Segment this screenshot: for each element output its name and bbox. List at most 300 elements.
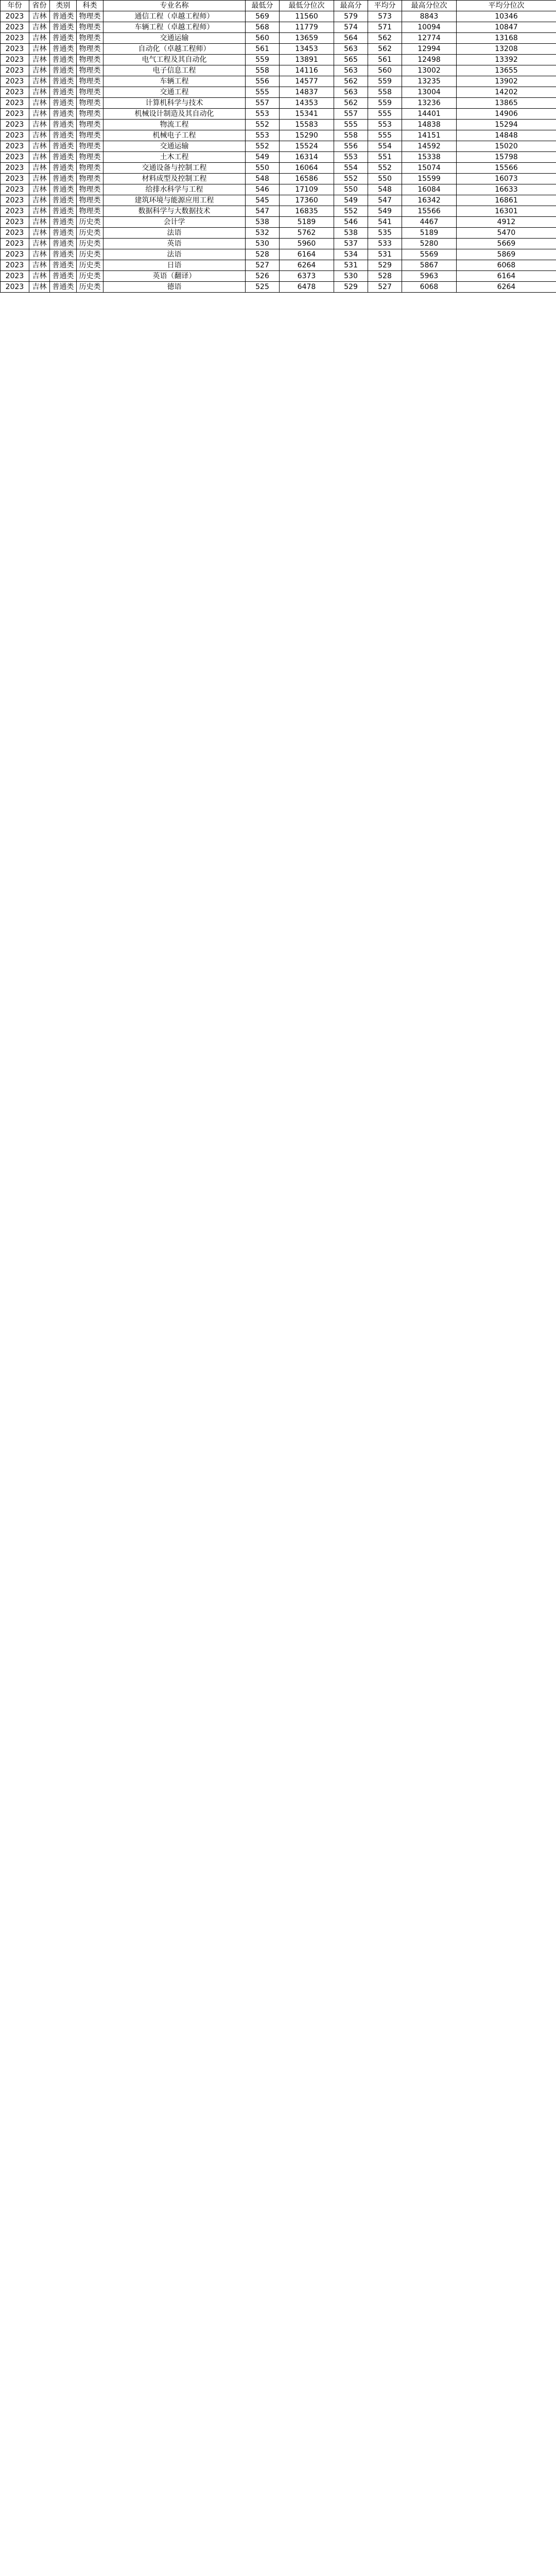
min-rank-cell: 11779 xyxy=(280,22,334,33)
min-rank-cell: 15341 xyxy=(280,109,334,120)
table-row xyxy=(1,217,556,228)
min-score-cell: 545 xyxy=(246,195,280,206)
avg-rank-cell: 14848 xyxy=(457,130,556,141)
subject-cell: 物理类 xyxy=(77,141,103,152)
avg-score-cell: 533 xyxy=(368,239,402,249)
max-score-cell: 558 xyxy=(334,130,368,141)
major-cell: 物流工程 xyxy=(103,120,246,130)
avg-score-cell: 573 xyxy=(368,11,402,22)
province-cell: 吉林 xyxy=(29,22,50,33)
avg-rank-cell: 13655 xyxy=(457,65,556,76)
max-rank-cell: 16084 xyxy=(402,184,457,195)
category-cell: 普通类 xyxy=(50,22,77,33)
subject-cell: 物理类 xyxy=(77,22,103,33)
max-score-cell: 556 xyxy=(334,141,368,152)
category-cell: 普通类 xyxy=(50,76,77,87)
category-cell: 普通类 xyxy=(50,184,77,195)
avg-score-cell: 559 xyxy=(368,76,402,87)
column-header-min-rank: 最低分位次 xyxy=(280,1,334,11)
max-rank-cell: 15599 xyxy=(402,174,457,184)
min-score-cell: 560 xyxy=(246,33,280,44)
table-row xyxy=(1,109,556,120)
province-cell: 吉林 xyxy=(29,152,50,163)
major-cell: 日语 xyxy=(103,260,246,271)
major-cell: 交通设备与控制工程 xyxy=(103,163,246,174)
max-score-cell: 562 xyxy=(334,76,368,87)
avg-rank-cell: 15020 xyxy=(457,141,556,152)
category-cell: 普通类 xyxy=(50,120,77,130)
min-rank-cell: 5189 xyxy=(280,217,334,228)
min-rank-cell: 6373 xyxy=(280,271,334,282)
subject-cell: 历史类 xyxy=(77,249,103,260)
major-cell: 德语 xyxy=(103,282,246,293)
year-cell: 2023 xyxy=(1,11,29,22)
category-cell: 普通类 xyxy=(50,260,77,271)
max-rank-cell: 5280 xyxy=(402,239,457,249)
province-cell: 吉林 xyxy=(29,195,50,206)
max-score-cell: 552 xyxy=(334,206,368,217)
min-score-cell: 553 xyxy=(246,109,280,120)
avg-rank-cell: 15798 xyxy=(457,152,556,163)
min-score-cell: 552 xyxy=(246,141,280,152)
province-cell: 吉林 xyxy=(29,206,50,217)
subject-cell: 物理类 xyxy=(77,109,103,120)
province-cell: 吉林 xyxy=(29,228,50,239)
major-cell: 车辆工程 xyxy=(103,76,246,87)
max-rank-cell: 15074 xyxy=(402,163,457,174)
category-cell: 普通类 xyxy=(50,87,77,98)
min-rank-cell: 14577 xyxy=(280,76,334,87)
year-cell: 2023 xyxy=(1,260,29,271)
min-score-cell: 558 xyxy=(246,65,280,76)
major-cell: 通信工程（卓越工程师） xyxy=(103,11,246,22)
category-cell: 普通类 xyxy=(50,141,77,152)
max-rank-cell: 6068 xyxy=(402,282,457,293)
max-rank-cell: 16342 xyxy=(402,195,457,206)
column-header-max-rank: 最高分位次 xyxy=(402,1,457,11)
major-cell: 英语（翻译） xyxy=(103,271,246,282)
subject-cell: 物理类 xyxy=(77,65,103,76)
max-score-cell: 563 xyxy=(334,87,368,98)
category-cell: 普通类 xyxy=(50,217,77,228)
year-cell: 2023 xyxy=(1,33,29,44)
category-cell: 普通类 xyxy=(50,206,77,217)
max-rank-cell: 10094 xyxy=(402,22,457,33)
province-cell: 吉林 xyxy=(29,11,50,22)
avg-score-cell: 528 xyxy=(368,271,402,282)
category-cell: 普通类 xyxy=(50,109,77,120)
min-score-cell: 559 xyxy=(246,55,280,65)
avg-rank-cell: 6068 xyxy=(457,260,556,271)
table-row xyxy=(1,55,556,65)
min-score-cell: 525 xyxy=(246,282,280,293)
avg-rank-cell: 15294 xyxy=(457,120,556,130)
subject-cell: 物理类 xyxy=(77,44,103,55)
major-cell: 计算机科学与技术 xyxy=(103,98,246,109)
province-cell: 吉林 xyxy=(29,141,50,152)
max-rank-cell: 14151 xyxy=(402,130,457,141)
max-score-cell: 531 xyxy=(334,260,368,271)
province-cell: 吉林 xyxy=(29,33,50,44)
min-rank-cell: 15290 xyxy=(280,130,334,141)
max-score-cell: 538 xyxy=(334,228,368,239)
max-score-cell: 563 xyxy=(334,44,368,55)
score-table-sheet xyxy=(0,0,556,293)
province-cell: 吉林 xyxy=(29,44,50,55)
major-cell: 会计学 xyxy=(103,217,246,228)
category-cell: 普通类 xyxy=(50,11,77,22)
subject-cell: 物理类 xyxy=(77,195,103,206)
min-rank-cell: 6478 xyxy=(280,282,334,293)
max-rank-cell: 13002 xyxy=(402,65,457,76)
province-cell: 吉林 xyxy=(29,55,50,65)
category-cell: 普通类 xyxy=(50,44,77,55)
max-score-cell: 564 xyxy=(334,33,368,44)
province-cell: 吉林 xyxy=(29,109,50,120)
major-cell: 交通运输 xyxy=(103,33,246,44)
province-cell: 吉林 xyxy=(29,260,50,271)
table-row xyxy=(1,22,556,33)
year-cell: 2023 xyxy=(1,76,29,87)
max-rank-cell: 8843 xyxy=(402,11,457,22)
avg-score-cell: 554 xyxy=(368,141,402,152)
max-rank-cell: 5569 xyxy=(402,249,457,260)
avg-rank-cell: 4912 xyxy=(457,217,556,228)
subject-cell: 物理类 xyxy=(77,55,103,65)
category-cell: 普通类 xyxy=(50,195,77,206)
year-cell: 2023 xyxy=(1,239,29,249)
year-cell: 2023 xyxy=(1,141,29,152)
avg-rank-cell: 15566 xyxy=(457,163,556,174)
category-cell: 普通类 xyxy=(50,65,77,76)
subject-cell: 物理类 xyxy=(77,11,103,22)
avg-rank-cell: 13208 xyxy=(457,44,556,55)
max-score-cell: 565 xyxy=(334,55,368,65)
column-header-year: 年份 xyxy=(1,1,29,11)
subject-cell: 历史类 xyxy=(77,217,103,228)
avg-score-cell: 531 xyxy=(368,249,402,260)
avg-rank-cell: 6164 xyxy=(457,271,556,282)
avg-score-cell: 560 xyxy=(368,65,402,76)
year-cell: 2023 xyxy=(1,120,29,130)
subject-cell: 历史类 xyxy=(77,239,103,249)
min-rank-cell: 11560 xyxy=(280,11,334,22)
province-cell: 吉林 xyxy=(29,76,50,87)
category-cell: 普通类 xyxy=(50,271,77,282)
min-score-cell: 548 xyxy=(246,174,280,184)
avg-rank-cell: 13902 xyxy=(457,76,556,87)
table-row xyxy=(1,260,556,271)
avg-score-cell: 555 xyxy=(368,109,402,120)
table-row xyxy=(1,206,556,217)
min-score-cell: 561 xyxy=(246,44,280,55)
year-cell: 2023 xyxy=(1,184,29,195)
major-cell: 交通工程 xyxy=(103,87,246,98)
subject-cell: 历史类 xyxy=(77,271,103,282)
major-cell: 建筑环境与能源应用工程 xyxy=(103,195,246,206)
subject-cell: 物理类 xyxy=(77,163,103,174)
max-score-cell: 534 xyxy=(334,249,368,260)
avg-score-cell: 562 xyxy=(368,44,402,55)
min-score-cell: 547 xyxy=(246,206,280,217)
max-rank-cell: 5189 xyxy=(402,228,457,239)
min-score-cell: 552 xyxy=(246,120,280,130)
max-score-cell: 579 xyxy=(334,11,368,22)
subject-cell: 物理类 xyxy=(77,87,103,98)
avg-score-cell: 547 xyxy=(368,195,402,206)
category-cell: 普通类 xyxy=(50,249,77,260)
max-rank-cell: 15338 xyxy=(402,152,457,163)
table-row xyxy=(1,195,556,206)
max-rank-cell: 14401 xyxy=(402,109,457,120)
avg-score-cell: 541 xyxy=(368,217,402,228)
avg-score-cell: 558 xyxy=(368,87,402,98)
min-rank-cell: 15583 xyxy=(280,120,334,130)
min-rank-cell: 5960 xyxy=(280,239,334,249)
avg-score-cell: 571 xyxy=(368,22,402,33)
province-cell: 吉林 xyxy=(29,249,50,260)
min-score-cell: 530 xyxy=(246,239,280,249)
avg-score-cell: 548 xyxy=(368,184,402,195)
year-cell: 2023 xyxy=(1,271,29,282)
subject-cell: 物理类 xyxy=(77,152,103,163)
avg-rank-cell: 16861 xyxy=(457,195,556,206)
min-rank-cell: 17360 xyxy=(280,195,334,206)
table-row xyxy=(1,98,556,109)
avg-rank-cell: 5669 xyxy=(457,239,556,249)
category-cell: 普通类 xyxy=(50,33,77,44)
min-rank-cell: 14353 xyxy=(280,98,334,109)
major-cell: 车辆工程（卓越工程师） xyxy=(103,22,246,33)
major-cell: 土木工程 xyxy=(103,152,246,163)
max-score-cell: 549 xyxy=(334,195,368,206)
table-row xyxy=(1,141,556,152)
category-cell: 普通类 xyxy=(50,98,77,109)
major-cell: 自动化（卓越工程师） xyxy=(103,44,246,55)
major-cell: 法语 xyxy=(103,228,246,239)
year-cell: 2023 xyxy=(1,249,29,260)
avg-score-cell: 553 xyxy=(368,120,402,130)
table-row xyxy=(1,249,556,260)
table-row xyxy=(1,120,556,130)
max-rank-cell: 12498 xyxy=(402,55,457,65)
max-rank-cell: 5963 xyxy=(402,271,457,282)
column-header-subject: 科类 xyxy=(77,1,103,11)
province-cell: 吉林 xyxy=(29,282,50,293)
table-row xyxy=(1,163,556,174)
major-cell: 给排水科学与工程 xyxy=(103,184,246,195)
admission-score-table xyxy=(0,0,556,293)
major-cell: 电子信息工程 xyxy=(103,65,246,76)
year-cell: 2023 xyxy=(1,228,29,239)
avg-score-cell: 552 xyxy=(368,163,402,174)
avg-rank-cell: 13168 xyxy=(457,33,556,44)
avg-rank-cell: 16633 xyxy=(457,184,556,195)
avg-rank-cell: 6264 xyxy=(457,282,556,293)
subject-cell: 物理类 xyxy=(77,33,103,44)
min-score-cell: 568 xyxy=(246,22,280,33)
province-cell: 吉林 xyxy=(29,120,50,130)
min-score-cell: 528 xyxy=(246,249,280,260)
min-score-cell: 550 xyxy=(246,163,280,174)
max-rank-cell: 13235 xyxy=(402,76,457,87)
table-row xyxy=(1,239,556,249)
min-score-cell: 546 xyxy=(246,184,280,195)
category-cell: 普通类 xyxy=(50,174,77,184)
max-score-cell: 537 xyxy=(334,239,368,249)
table-row xyxy=(1,228,556,239)
province-cell: 吉林 xyxy=(29,65,50,76)
min-score-cell: 569 xyxy=(246,11,280,22)
category-cell: 普通类 xyxy=(50,152,77,163)
category-cell: 普通类 xyxy=(50,228,77,239)
avg-rank-cell: 14906 xyxy=(457,109,556,120)
table-row xyxy=(1,174,556,184)
min-rank-cell: 17109 xyxy=(280,184,334,195)
province-cell: 吉林 xyxy=(29,217,50,228)
year-cell: 2023 xyxy=(1,282,29,293)
subject-cell: 物理类 xyxy=(77,76,103,87)
max-rank-cell: 13236 xyxy=(402,98,457,109)
province-cell: 吉林 xyxy=(29,130,50,141)
avg-score-cell: 535 xyxy=(368,228,402,239)
major-cell: 法语 xyxy=(103,249,246,260)
year-cell: 2023 xyxy=(1,22,29,33)
avg-score-cell: 562 xyxy=(368,33,402,44)
max-rank-cell: 14838 xyxy=(402,120,457,130)
category-cell: 普通类 xyxy=(50,55,77,65)
max-rank-cell: 5867 xyxy=(402,260,457,271)
table-row xyxy=(1,33,556,44)
max-score-cell: 574 xyxy=(334,22,368,33)
province-cell: 吉林 xyxy=(29,174,50,184)
max-rank-cell: 14592 xyxy=(402,141,457,152)
column-header-max-score: 最高分 xyxy=(334,1,368,11)
min-score-cell: 526 xyxy=(246,271,280,282)
max-score-cell: 553 xyxy=(334,152,368,163)
table-header-row xyxy=(1,1,556,11)
min-rank-cell: 13891 xyxy=(280,55,334,65)
subject-cell: 物理类 xyxy=(77,98,103,109)
table-row xyxy=(1,44,556,55)
column-header-avg-score: 平均分 xyxy=(368,1,402,11)
province-cell: 吉林 xyxy=(29,87,50,98)
min-rank-cell: 6164 xyxy=(280,249,334,260)
column-header-min-score: 最低分 xyxy=(246,1,280,11)
avg-rank-cell: 13392 xyxy=(457,55,556,65)
major-cell: 交通运输 xyxy=(103,141,246,152)
subject-cell: 物理类 xyxy=(77,120,103,130)
max-score-cell: 550 xyxy=(334,184,368,195)
year-cell: 2023 xyxy=(1,65,29,76)
year-cell: 2023 xyxy=(1,163,29,174)
max-score-cell: 557 xyxy=(334,109,368,120)
major-cell: 数据科学与大数据技术 xyxy=(103,206,246,217)
avg-score-cell: 529 xyxy=(368,260,402,271)
avg-rank-cell: 14202 xyxy=(457,87,556,98)
province-cell: 吉林 xyxy=(29,271,50,282)
min-rank-cell: 6264 xyxy=(280,260,334,271)
table-row xyxy=(1,11,556,22)
major-cell: 材料成型及控制工程 xyxy=(103,174,246,184)
max-score-cell: 562 xyxy=(334,98,368,109)
max-score-cell: 530 xyxy=(334,271,368,282)
category-cell: 普通类 xyxy=(50,282,77,293)
column-header-province: 省份 xyxy=(29,1,50,11)
subject-cell: 物理类 xyxy=(77,130,103,141)
year-cell: 2023 xyxy=(1,98,29,109)
min-score-cell: 527 xyxy=(246,260,280,271)
min-rank-cell: 14837 xyxy=(280,87,334,98)
subject-cell: 历史类 xyxy=(77,282,103,293)
year-cell: 2023 xyxy=(1,174,29,184)
min-rank-cell: 14116 xyxy=(280,65,334,76)
min-score-cell: 556 xyxy=(246,76,280,87)
min-rank-cell: 5762 xyxy=(280,228,334,239)
max-score-cell: 554 xyxy=(334,163,368,174)
year-cell: 2023 xyxy=(1,206,29,217)
min-rank-cell: 16314 xyxy=(280,152,334,163)
max-score-cell: 555 xyxy=(334,120,368,130)
table-body xyxy=(1,11,556,293)
major-cell: 英语 xyxy=(103,239,246,249)
min-rank-cell: 16064 xyxy=(280,163,334,174)
avg-score-cell: 551 xyxy=(368,152,402,163)
avg-rank-cell: 10346 xyxy=(457,11,556,22)
column-header-category: 类别 xyxy=(50,1,77,11)
column-header-avg-rank: 平均分位次 xyxy=(457,1,556,11)
subject-cell: 历史类 xyxy=(77,228,103,239)
table-row xyxy=(1,87,556,98)
category-cell: 普通类 xyxy=(50,130,77,141)
year-cell: 2023 xyxy=(1,55,29,65)
max-rank-cell: 12774 xyxy=(402,33,457,44)
avg-rank-cell: 10847 xyxy=(457,22,556,33)
year-cell: 2023 xyxy=(1,44,29,55)
max-rank-cell: 13004 xyxy=(402,87,457,98)
table-row xyxy=(1,65,556,76)
min-rank-cell: 16835 xyxy=(280,206,334,217)
max-score-cell: 529 xyxy=(334,282,368,293)
table-row xyxy=(1,271,556,282)
min-rank-cell: 13453 xyxy=(280,44,334,55)
avg-score-cell: 559 xyxy=(368,98,402,109)
table-row xyxy=(1,76,556,87)
province-cell: 吉林 xyxy=(29,184,50,195)
min-rank-cell: 15524 xyxy=(280,141,334,152)
max-rank-cell: 4467 xyxy=(402,217,457,228)
year-cell: 2023 xyxy=(1,130,29,141)
year-cell: 2023 xyxy=(1,152,29,163)
avg-rank-cell: 16073 xyxy=(457,174,556,184)
min-rank-cell: 16586 xyxy=(280,174,334,184)
major-cell: 机械电子工程 xyxy=(103,130,246,141)
province-cell: 吉林 xyxy=(29,98,50,109)
avg-rank-cell: 13865 xyxy=(457,98,556,109)
subject-cell: 物理类 xyxy=(77,206,103,217)
avg-score-cell: 550 xyxy=(368,174,402,184)
max-rank-cell: 12994 xyxy=(402,44,457,55)
min-score-cell: 538 xyxy=(246,217,280,228)
table-row xyxy=(1,184,556,195)
subject-cell: 历史类 xyxy=(77,260,103,271)
max-score-cell: 546 xyxy=(334,217,368,228)
avg-rank-cell: 5869 xyxy=(457,249,556,260)
year-cell: 2023 xyxy=(1,195,29,206)
major-cell: 电气工程及其自动化 xyxy=(103,55,246,65)
avg-score-cell: 561 xyxy=(368,55,402,65)
province-cell: 吉林 xyxy=(29,163,50,174)
